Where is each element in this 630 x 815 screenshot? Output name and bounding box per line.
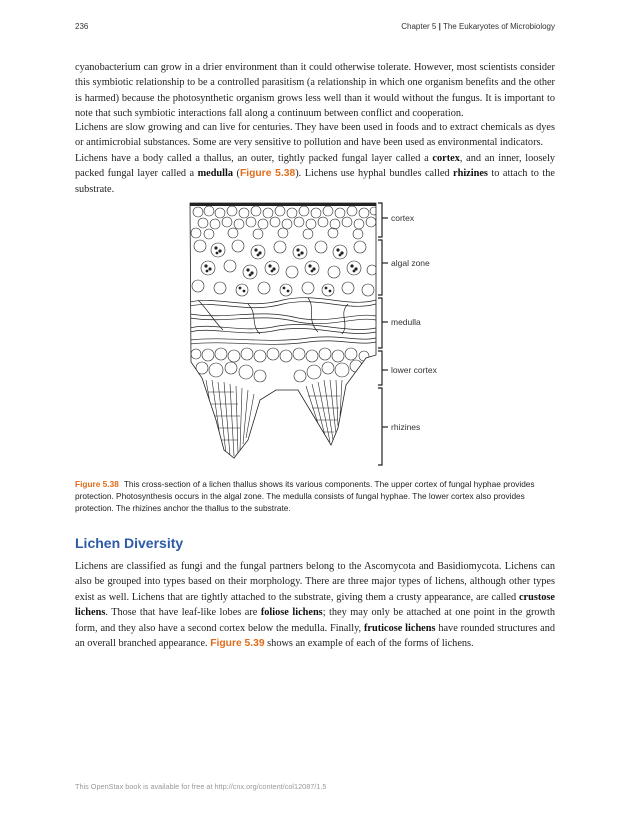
term-rhizines: rhizines — [453, 168, 488, 180]
term-fruticose-lichens: fruticose lichens — [363, 622, 436, 634]
text-run: Lichens are classified as fungi and the fungal partners belong to the Ascomycota and Basidiomycota. Lichens can also be grouped into types based on their morphology. There are three major types of lichens, although other types exist as well. Lichens that are tightly attached to the substrate, giving them a crusty appearance, are called — [75, 561, 555, 603]
bracket-cortex — [378, 203, 382, 237]
term-cortex: cortex — [432, 153, 460, 164]
bracket-lower-cortex — [378, 351, 382, 385]
chapter-number: Chapter 5 — [401, 22, 437, 31]
thallus-body — [190, 203, 378, 456]
label-algal-zone: algal zone — [391, 258, 430, 268]
paragraph-lichen-diversity — [75, 559, 555, 651]
header-separator: | — [438, 22, 441, 31]
lichen-cross-section-figure — [188, 200, 437, 468]
text-run: . Those that have leaf-like lobes are — [105, 607, 261, 619]
text-run: to attach to the substrate. — [75, 168, 555, 195]
figure-caption — [75, 478, 555, 515]
text-run: have rounded structures and an overall branched appearance. — [75, 622, 555, 650]
text-run: ( — [233, 168, 240, 180]
figure-link-5-39[interactable]: Figure 5.39 — [210, 638, 265, 650]
section-heading: Lichen Diversity — [75, 535, 184, 551]
running-head — [401, 22, 555, 31]
label-medulla: medulla — [391, 317, 421, 327]
label-lower-cortex: lower cortex — [391, 365, 437, 375]
text-run: shows an example of each of the forms of lichens. — [264, 638, 474, 650]
page-number: 236 — [75, 22, 89, 31]
bracket-rhizines — [378, 388, 382, 465]
bracket-algal-zone — [378, 240, 382, 295]
bracket-medulla — [378, 298, 382, 348]
paragraph-symbiosis: cyanobacterium can grow in a drier environment than it could otherwise tolerate. However, most scientists consider this symbiotic relationship to be a controlled parasitism (a relationship in which one organism benefits and the other is harmed) because the photosynthetic organism grows less well than it would without the fungus. It is important to note that such symbiotic interactions fall along a continuum between conflict and cooperation. — [75, 62, 555, 120]
paragraph-lichen-uses: Lichens are slow growing and can live for centuries. They have been used in foods and to extract chemicals as dyes or antimicrobial substances. Some are very sensitive to pollution and have been used as environmental indicators. — [75, 122, 555, 149]
page-footer: This OpenStax book is available for free at http://cnx.org/content/col12087/1.5 — [75, 782, 327, 791]
lower-cortex-cells — [191, 348, 369, 382]
label-rhizines: rhizines — [391, 422, 421, 432]
text-run: ). Lichens use hyphal bundles called — [295, 168, 454, 180]
cortex-cells — [190, 203, 378, 239]
figure-caption-text: This cross-section of a lichen thallus shows its various components. The upper cortex of fungal hyphae provides protection. Photosynthesis occurs in the algal zone. The medulla consists of fungal hyphae. The lower cortex also provides protection. The rhizines anchor the thallus to the substrate. — [75, 479, 535, 514]
figure-link-5-38[interactable]: Figure 5.38 — [239, 168, 296, 180]
term-crustose-lichens: crustose lichens — [75, 591, 555, 619]
lichen-thallus-illustration — [188, 200, 437, 468]
chapter-title: The Eukaryotes of Microbiology — [442, 22, 555, 31]
text-run: Lichens have a body called a thallus, an outer, tightly packed fungal layer called a — [75, 153, 433, 164]
figure-caption-label: Figure 5.38 — [75, 479, 119, 489]
term-foliose-lichens: foliose lichens — [260, 607, 323, 619]
paragraph-thallus — [75, 151, 555, 197]
text-run: ; they may only be attached at one point in the growth form, and they also have a second cortex below the medulla. Finally, — [75, 607, 556, 634]
page-header — [75, 22, 555, 36]
label-cortex: cortex — [391, 213, 415, 223]
text-run: , and an inner, loosely packed fungal layer called a — [75, 153, 555, 180]
algal-zone-cells — [192, 240, 377, 296]
medulla-hyphae — [190, 298, 376, 345]
term-medulla: medulla — [197, 168, 234, 180]
